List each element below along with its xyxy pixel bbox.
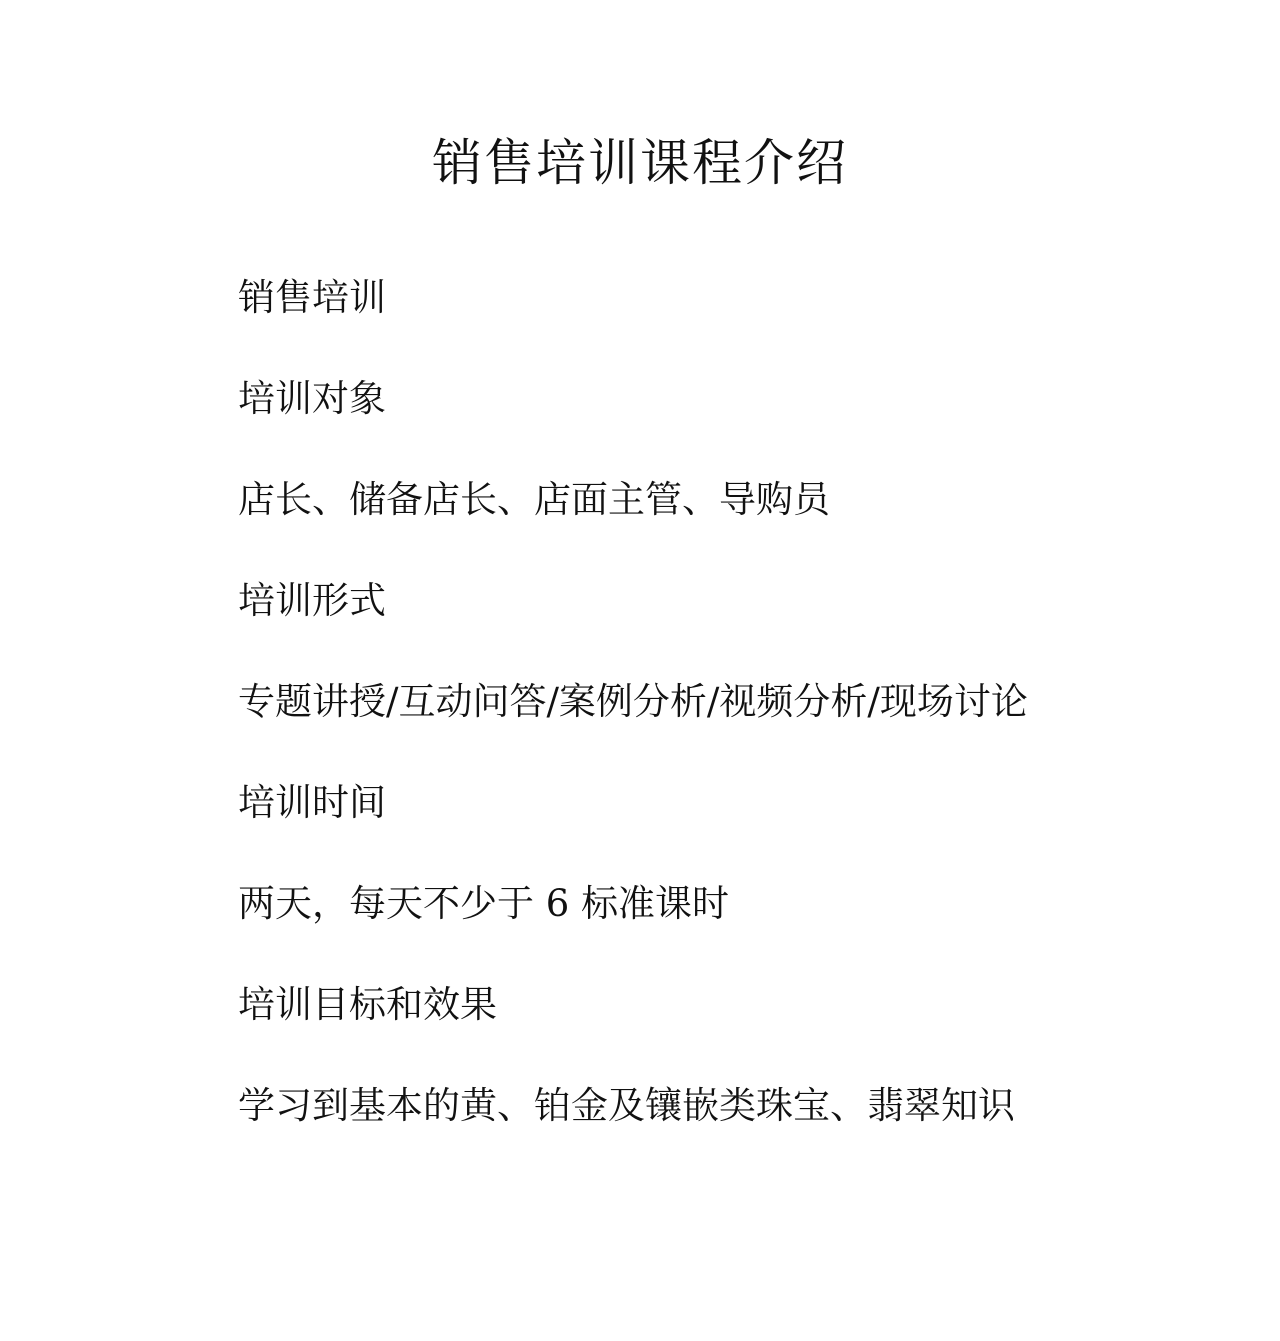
section-heading-goals: 培训目标和效果 — [238, 983, 497, 1026]
goals-text: 学习到基本的黄、铂金及镶嵌类珠宝、翡翠知识 — [238, 1084, 1015, 1127]
section-heading-format: 培训形式 — [238, 579, 386, 622]
time-text: 两天，每天不少于 6 标准课时 — [238, 882, 730, 925]
document-body — [238, 270, 1218, 1179]
format-text: 专题讲授/互动问答/案例分析/视频分析/现场讨论 — [238, 680, 1028, 723]
section-heading-sales-training: 销售培训 — [238, 276, 386, 319]
section-heading-time: 培训时间 — [238, 781, 386, 824]
audience-text: 店长、储备店长、店面主管、导购员 — [238, 478, 830, 521]
section-heading-audience: 培训对象 — [238, 377, 386, 420]
document-title: 销售培训课程介绍 — [432, 134, 848, 192]
